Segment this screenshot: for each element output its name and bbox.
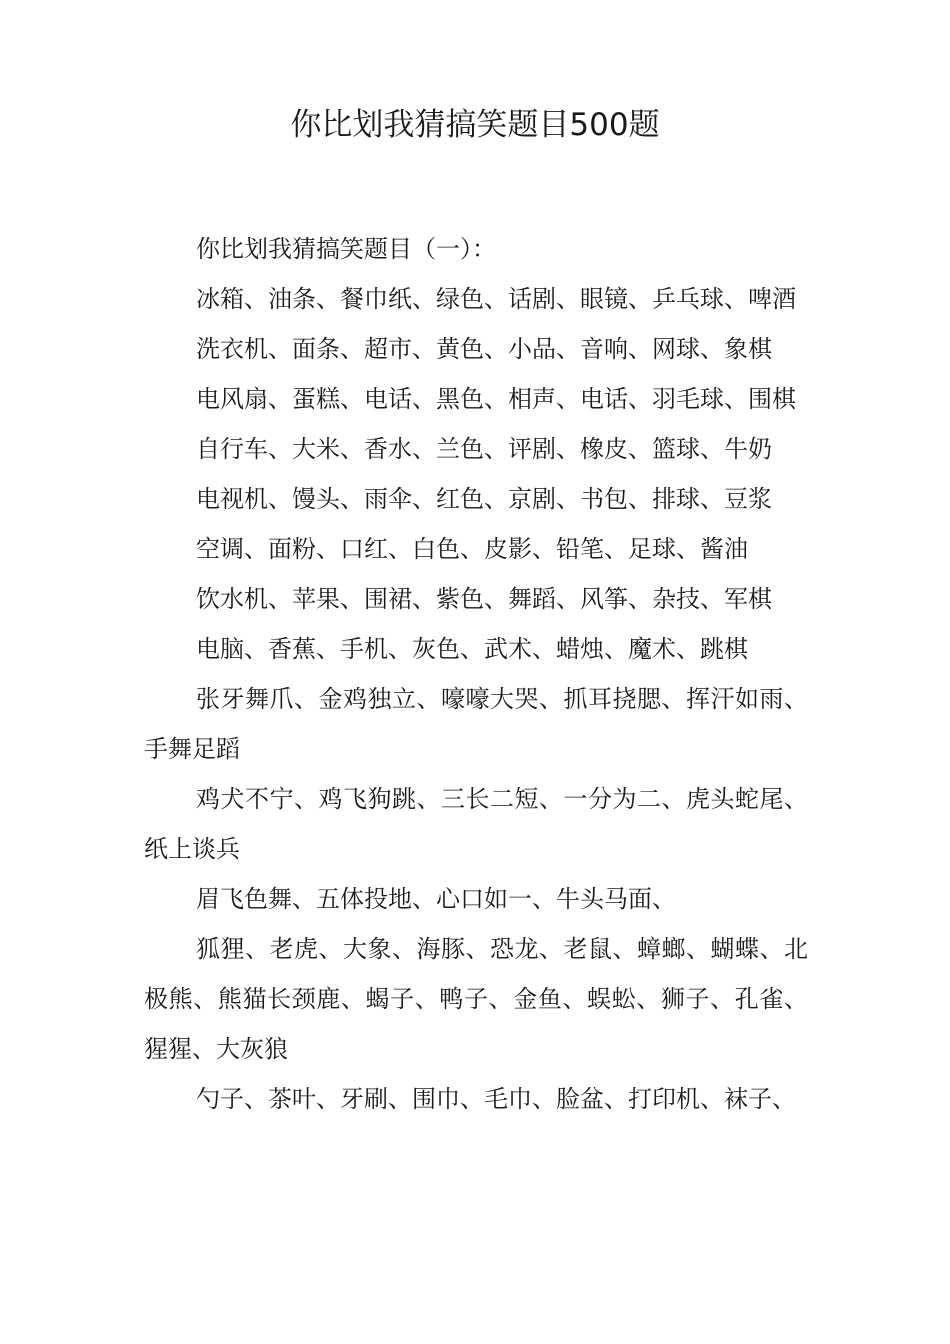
paragraph: 狐狸、老虎、大象、海豚、恐龙、老鼠、蟑螂、蝴蝶、北极熊、熊猫长颈鹿、蝎子、鸭子、金鱼、蜈蚣、狮子、孔雀、猩猩、大灰狼 xyxy=(144,935,808,1063)
paragraph-heading: 你比划我猜搞笑题目（一）： xyxy=(196,235,496,263)
paragraph: 电风扇、蛋糕、电话、黑色、相声、电话、羽毛球、围棋 xyxy=(196,385,796,413)
paragraph: 张牙舞爪、金鸡独立、嚎嚎大哭、抓耳挠腮、挥汗如雨、手舞足蹈 xyxy=(144,685,808,763)
paragraph: 饮水机、苹果、围裙、紫色、舞蹈、风筝、杂技、军棋 xyxy=(196,585,772,613)
document-body xyxy=(144,224,808,1124)
paragraph: 洗衣机、面条、超市、黄色、小品、音响、网球、象棋 xyxy=(196,335,772,363)
paragraph: 电视机、馒头、雨伞、红色、京剧、书包、排球、豆浆 xyxy=(196,485,772,513)
paragraph: 眉飞色舞、五体投地、心口如一、牛头马面、 xyxy=(196,885,676,913)
document-title: 你比划我猜搞笑题目500题 xyxy=(290,107,660,143)
paragraph: 勺子、茶叶、牙刷、围巾、毛巾、脸盆、打印机、袜子、 xyxy=(196,1085,796,1113)
paragraph: 冰箱、油条、餐巾纸、绿色、话剧、眼镜、乒乓球、啤酒 xyxy=(196,285,796,313)
paragraph: 自行车、大米、香水、兰色、评剧、橡皮、篮球、牛奶 xyxy=(196,435,772,463)
paragraph: 空调、面粉、口红、白色、皮影、铅笔、足球、酱油 xyxy=(196,535,748,563)
paragraph: 电脑、香蕉、手机、灰色、武术、蜡烛、魔术、跳棋 xyxy=(196,635,748,663)
paragraph: 鸡犬不宁、鸡飞狗跳、三长二短、一分为二、虎头蛇尾、纸上谈兵 xyxy=(144,785,808,863)
